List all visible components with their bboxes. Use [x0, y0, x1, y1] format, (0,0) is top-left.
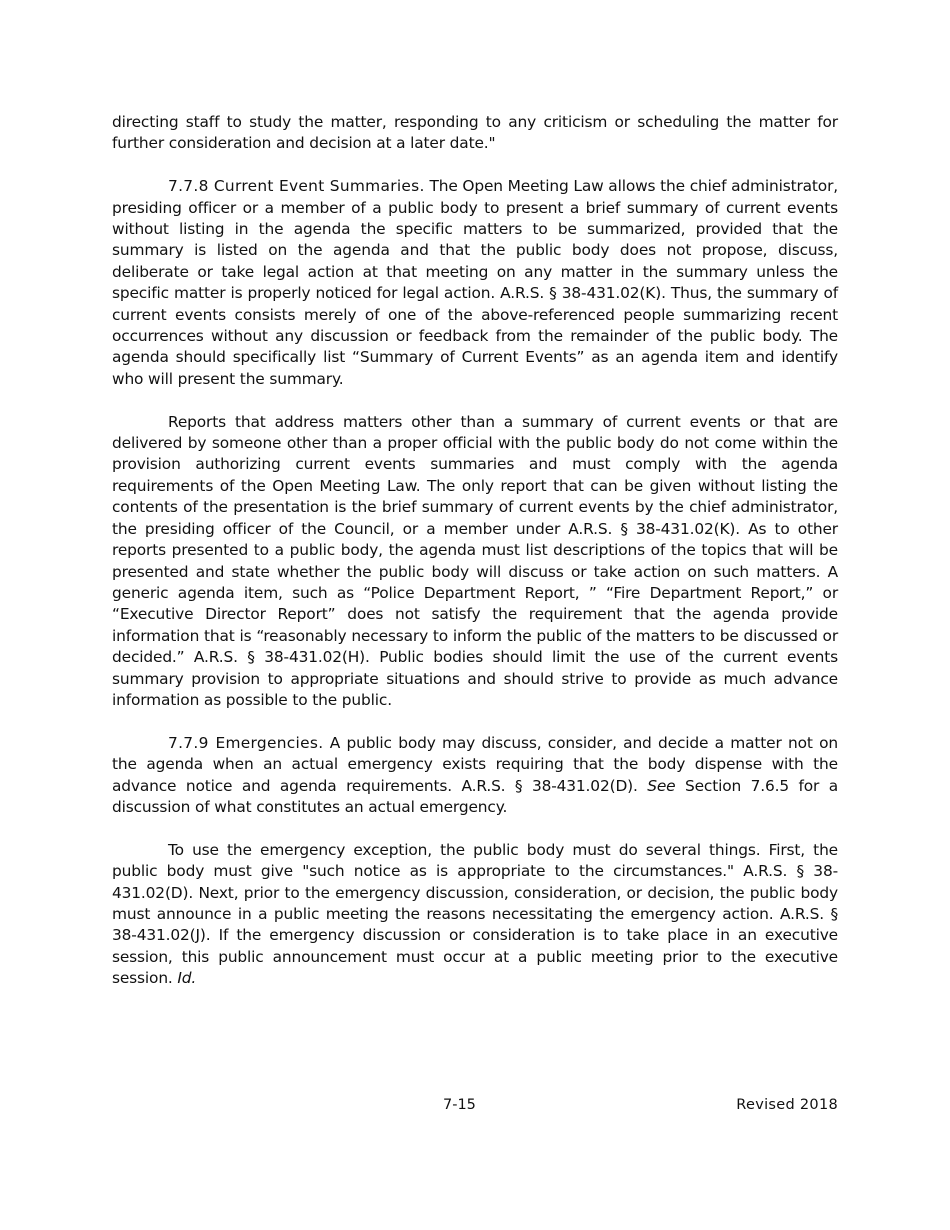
document-body — [112, 112, 838, 1011]
section-7-7-8-text: The Open Meeting Law allows the chief administrator, presiding officer or a member of a public body to present a brief summary of current events without listing in the agenda the specific matters to be summarized, provided that the summary is listed on the agenda and that the public body does not propose, discuss, deliberate or take legal action at that meeting on any matter in the summary unless the specific matter is properly noticed for legal action. A.R.S. § 38-431.02(K). Thus, the summary of current events consists merely of one of the above-referenced people summarizing recent occurrences without any discussion or feedback from the remainder of the public body. The agenda should specifically list “Summary of Current Events” as an agenda item and identify who will present the summary. — [112, 177, 838, 388]
section-7-7-8-paragraph — [112, 176, 838, 390]
reports-paragraph — [112, 412, 838, 712]
section-7-7-9-paragraph — [112, 733, 838, 819]
section-7-7-9-heading: 7.7.9 Emergencies. — [168, 733, 324, 752]
section-7-7-9-text-before: A public body may discuss, consider, and decide a matter not on the agenda when an actual emergency exists requiring that the body dispense with the advance notice and agenda requirements. A.R.S. § 38-431.02(D). — [112, 733, 838, 795]
see-citation-signal: See — [647, 776, 676, 795]
emergency-paragraph — [112, 840, 838, 990]
emergency-text: To use the emergency exception, the public body must do several things. First, the public body must give "such notice as is appropriate to the circumstances." A.R.S. § 38-431.02(D). Next, prior to the emergency discussion, consideration, or decision, the public body must announce in a public meeting the reasons necessitating the emergency action. A.R.S. § 38-431.02(J). If the emergency discussion or consideration is to take place in an executive session, this public announcement must occur at a public meeting prior to the executive session. — [112, 840, 838, 988]
section-7-7-8-heading: 7.7.8 Current Event Summaries. — [168, 177, 425, 196]
continued-paragraph — [112, 112, 838, 155]
id-citation: Id. — [177, 969, 197, 988]
reports-text: Reports that address matters other than a summary of current events or that are delivered by someone other than a proper official with the public body do not come within the provision authorizing current events summaries and must comply with the agenda requirements of the Open Meeting Law. The only report that can be given without listing the contents of the presentation is the brief summary of current events by the chief administrator, the presiding officer of the Council, or a member under A.R.S. § 38-431.02(K). As to other reports presented to a public body, the agenda must list descriptions of the topics that will be presented and state whether the public body will discuss or take action on such matters. A generic agenda item, such as “Police Department Report, ” “Fire Department Report,” or “Executive Director Report” does not satisfy the requirement that the agenda provide information that is “reasonably necessary to inform the public of the matters to be discussed or decided.” A.R.S. § 38-431.02(H). Public bodies should limit the use of the current events summary provision to appropriate situations and should strive to provide as much advance information as possible to the public. — [112, 412, 838, 709]
page-number: 7-15 — [443, 1097, 476, 1113]
continued-text: directing staff to study the matter, responding to any criticism or scheduling the matter for further consideration and decision at a later date." — [112, 113, 838, 153]
page-footer — [112, 1097, 838, 1119]
revised-date: Revised 2018 — [736, 1097, 838, 1113]
section-7-7-9-text-after: Section 7.6.5 for a discussion of what constitutes an actual emergency. — [112, 776, 838, 816]
